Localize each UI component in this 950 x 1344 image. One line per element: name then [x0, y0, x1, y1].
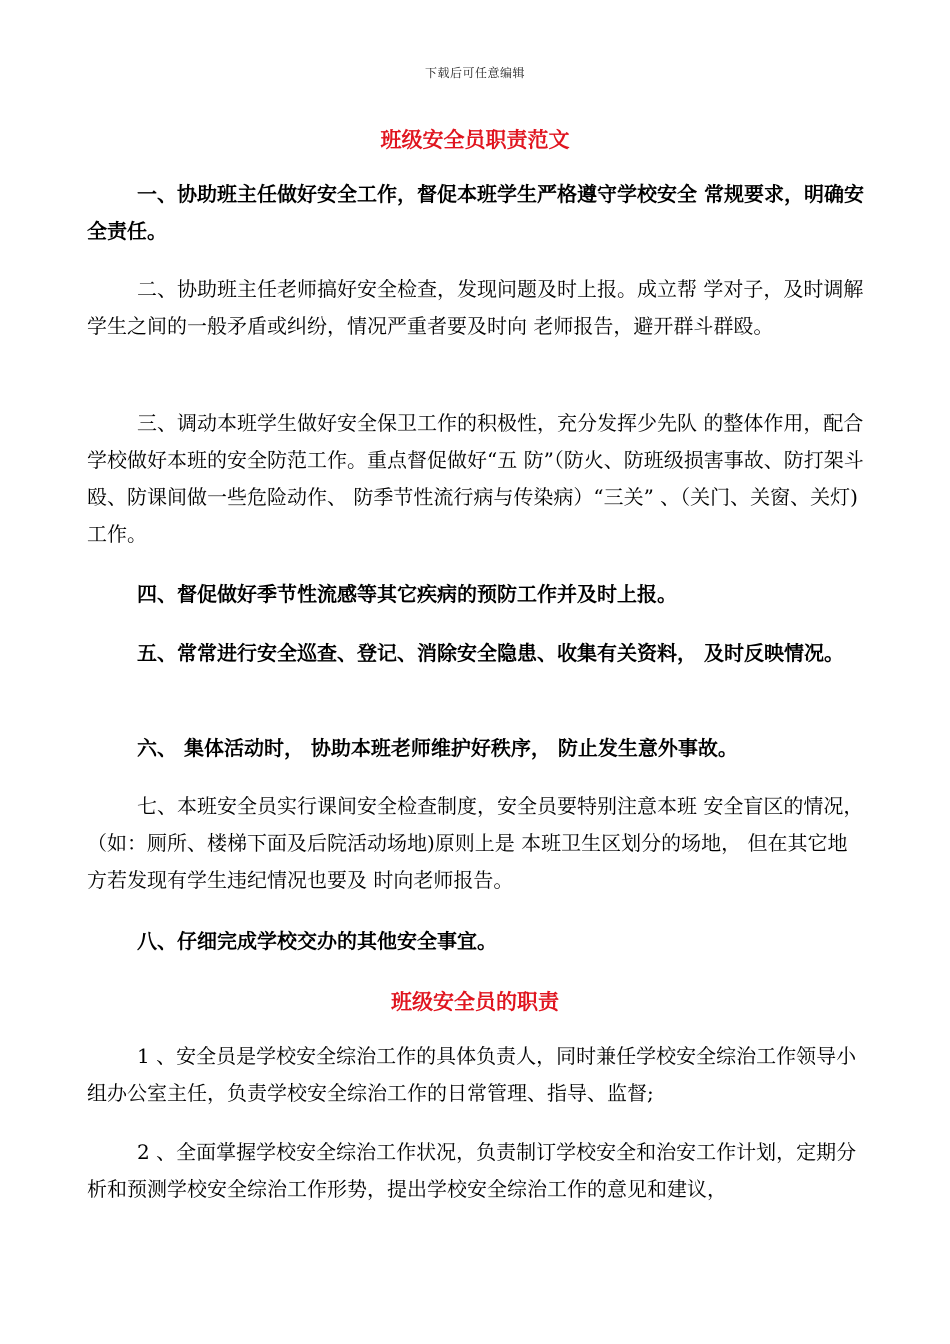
paragraph-1: 一、协助班主任做好安全工作，督促本班学生严格遵守学校安全 常规要求，明确安全责任。 [87, 182, 864, 243]
duty-item-1: 1 、安全员是学校安全综治工作的具体负责人，同时兼任学校安全综治工作领导小组办公室主任，负责学校安全综治工作的日常管理、指导、监督; [87, 1044, 857, 1105]
document-title: 班级安全员职责范文 [380, 127, 570, 152]
page-header: 下载后可任意编辑 [424, 66, 525, 80]
section-title: 班级安全员的职责 [391, 989, 559, 1014]
paragraph-4: 四、督促做好季节性流感等其它疾病的预防工作并及时上报。 [137, 582, 677, 606]
duty-item-2: 2 、全面掌握学校安全综治工作状况，负责制订学校安全和治安工作计划，定期分析和预测学校安全综治工作形势，提出学校安全综治工作的意见和建议， [87, 1140, 857, 1201]
paragraph-7: 七、本班安全员实行课间安全检查制度，安全员要特别注意本班 安全盲区的情况，（如：厕所、楼梯下面及后院活动场地)原则上是 本班卫生区划分的场地， 但在其它地方若发现有学生违纪情况也要及 时向老师报告。 [87, 794, 864, 892]
paragraph-5: 五、常常进行安全巡查、登记、消除安全隐患、收集有关资料， 及时反映情况。 [137, 641, 844, 665]
paragraph-3: 三、调动本班学生做好安全保卫工作的积极性，充分发挥少先队 的整体作用，配合学校做好本班的安全防范工作。重点督促做好“五 防”（防火、防班级损害事故、防打架斗殴、防课间做一些危险动作、 防季节性流行病与传染病）“三关” 、（关门、关窗、关灯)工作。 [87, 411, 864, 546]
paragraph-8: 八、仔细完成学校交办的其他安全事宜。 [137, 929, 497, 953]
paragraph-6: 六、 集体活动时， 协助本班老师维护好秩序， 防止发生意外事故。 [137, 736, 738, 760]
paragraph-2: 二、协助班主任老师搞好安全检查，发现问题及时上报。成立帮 学对子，及时调解学生之间的一般矛盾或纠纷，情况严重者要及时向 老师报告，避开群斗群殴。 [87, 277, 864, 338]
